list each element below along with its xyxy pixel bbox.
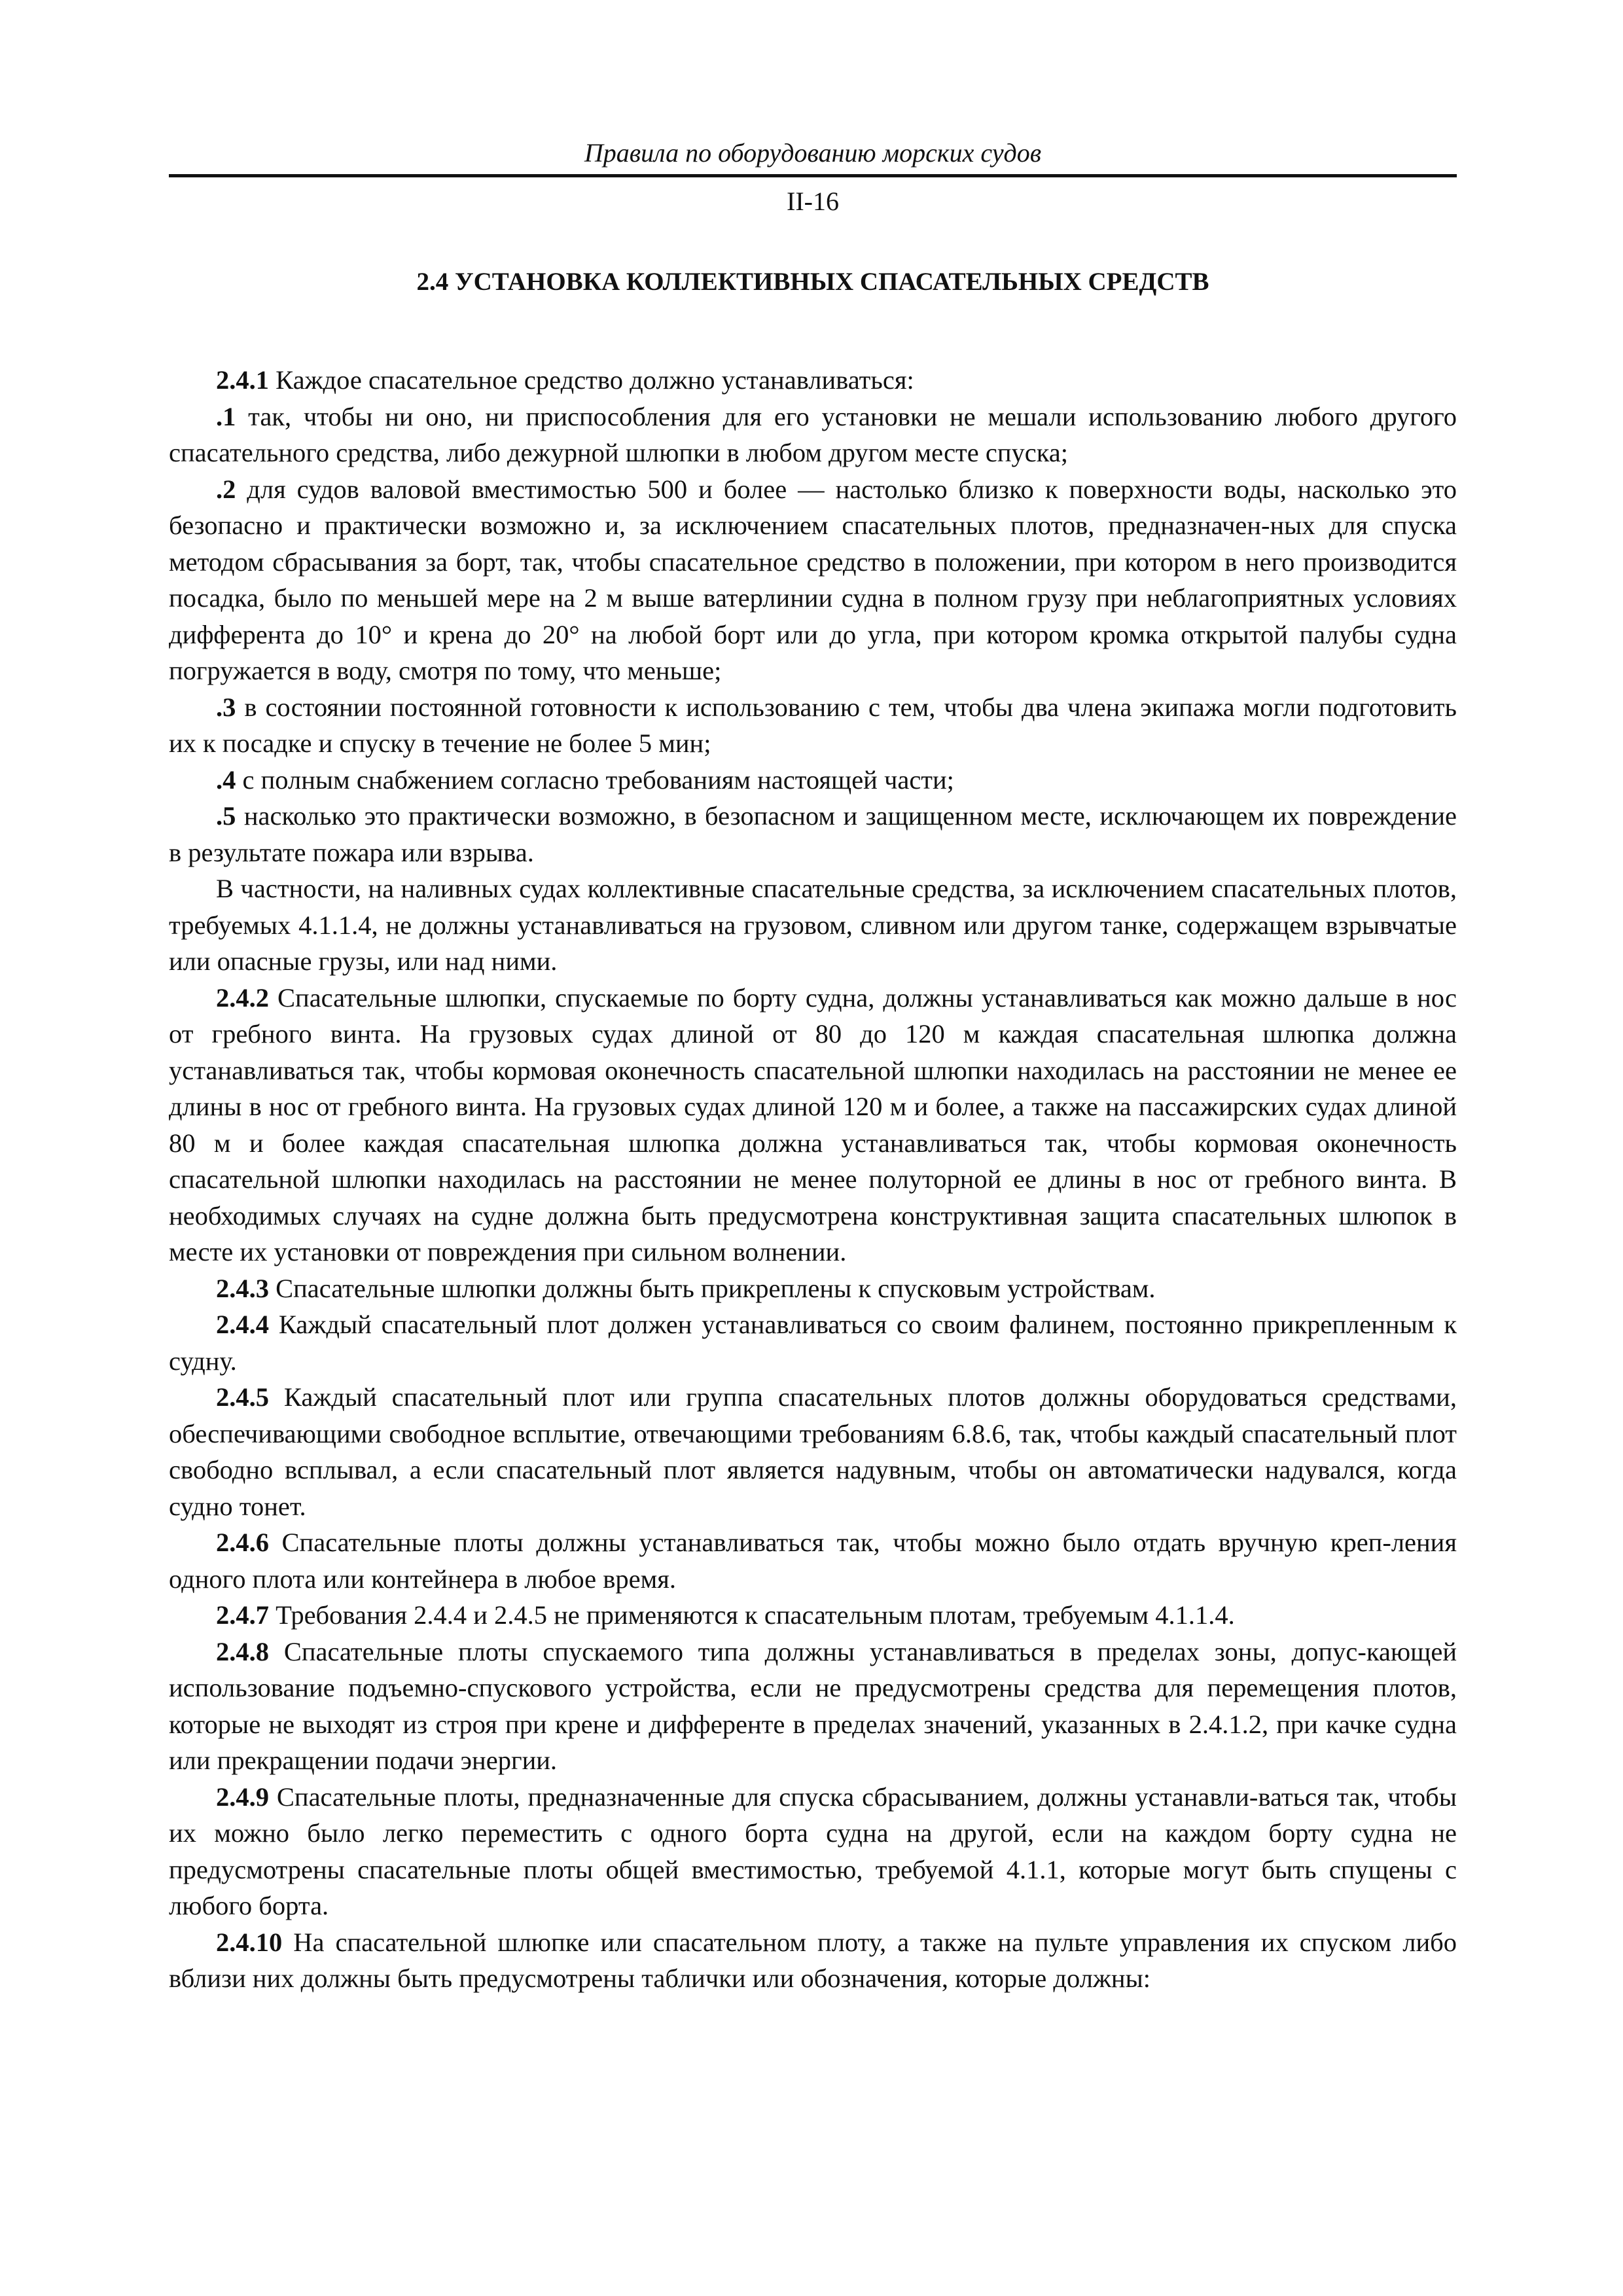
clause-number: .5 bbox=[216, 801, 236, 831]
paragraph-2-4-8 bbox=[169, 1634, 1457, 1779]
running-title: Правила по оборудованию морских судов bbox=[584, 138, 1042, 168]
clause-number: 2.4.3 bbox=[216, 1273, 269, 1303]
page-number: II-16 bbox=[787, 187, 839, 216]
paragraph-text: насколько это практически возможно, в безопасном и защищенном месте, исключающем их повреждение в результате пожара или взрыва. bbox=[169, 801, 1457, 867]
paragraph-text: Спасательные шлюпки должны быть прикреплены к спусковым устройствам. bbox=[269, 1273, 1156, 1303]
clause-number: 2.4.4 bbox=[216, 1310, 269, 1339]
clause-number: 2.4.1 bbox=[216, 365, 269, 395]
paragraph-text: с полным снабжением согласно требованиям настоящей части; bbox=[236, 764, 954, 795]
paragraph-tankers-note bbox=[169, 870, 1457, 980]
paragraph-text: В частности, на наливных судах коллективные спасательные средства, за исключением спасательных плотов, требуемых 4.1.1.4, не должны устанавливаться на грузовом, сливном или другом танке, содержащем взрывчатые или опасные грузы, или над ними. bbox=[169, 874, 1457, 976]
clause-number: 2.4.7 bbox=[216, 1600, 269, 1630]
paragraph-text: Спасательные плоты должны устанавливаться так, чтобы можно было отдать вручную креп-ления одного плота или контейнера в любое время. bbox=[169, 1528, 1457, 1594]
paragraph-2-4-9 bbox=[169, 1779, 1457, 1924]
header-rule bbox=[169, 174, 1457, 177]
paragraph-text: Спасательные плоты спускаемого типа должны устанавливаться в пределах зоны, допус-кающей использование подъемно-спускового устройства, если не предусмотрены средства для перемещения плотов, которые не выходят из строя при крене и дифференте в пределах значений, указанных в 2.4.1.2, при качке судна или прекращении подачи энергии. bbox=[169, 1636, 1457, 1775]
section-title: 2.4 УСТАНОВКА КОЛЛЕКТИВНЫХ СПАСАТЕЛЬНЫХ СРЕДСТВ bbox=[416, 268, 1209, 296]
paragraph-text: так, чтобы ни оно, ни приспособления для его установки не мешали использованию любого другого спасательного средства, либо дежурной шлюпки в любом другом месте спуска; bbox=[169, 401, 1457, 467]
paragraph-text: Требования 2.4.4 и 2.4.5 не применяются к спасательным плотам, требуемым 4.1.1.4. bbox=[269, 1600, 1235, 1630]
paragraph-text: Каждый спасательный плот или группа спасательных плотов должны оборудоваться средствами, обеспечивающими свободное всплытие, отвечающими требованиям 6.8.6, так, чтобы каждый спасательный плот свободно всплывал, а если спасательный плот является надувным, чтобы он автоматически надувался, когда судно тонет. bbox=[169, 1382, 1457, 1521]
paragraph-text: На спасательной шлюпке или спасательном плоту, а также на пульте управления их спуском либо вблизи них должны быть предусмотрены таблички или обозначения, которые должны: bbox=[169, 1927, 1457, 1993]
clause-number: 2.4.5 bbox=[216, 1382, 269, 1412]
clause-number: .1 bbox=[216, 401, 236, 431]
clause-number: .3 bbox=[216, 692, 236, 722]
paragraph-2-4-4 bbox=[169, 1306, 1457, 1379]
paragraph-text: в состоянии постоянной готовности к использованию с тем, чтобы два члена экипажа могли подготовить их к посадке и спуску в течение не более 5 мин; bbox=[169, 692, 1457, 758]
paragraph-2-4-10 bbox=[169, 1924, 1457, 1997]
clause-number: .2 bbox=[216, 474, 236, 504]
paragraph-2-4-2 bbox=[169, 980, 1457, 1270]
paragraph-2-4-1-item-2 bbox=[169, 471, 1457, 689]
paragraph-text: для судов валовой вместимостью 500 и более — настолько близко к поверхности воды, насколько это безопасно и практически возможно и, за исключением спасательных плотов, предназначен-ных для спуска методом сбрасывания за борт, так, чтобы спасательное средство в положении, при котором в него производится посадка, было по меньшей мере на 2 м выше ватерлинии судна в полном грузу при неблагоприятных условиях дифферента до 10° и крена до 20° на любой борт или до угла, при котором кромка открытой палубы судна погружается в воду, смотря по тому, что меньше; bbox=[169, 474, 1457, 685]
paragraph-2-4-1-item-3 bbox=[169, 689, 1457, 762]
clause-number: 2.4.6 bbox=[216, 1528, 269, 1557]
paragraph-2-4-7 bbox=[169, 1597, 1457, 1634]
clause-number: 2.4.2 bbox=[216, 982, 269, 1013]
paragraph-2-4-1-item-1 bbox=[169, 399, 1457, 471]
clause-number: 2.4.10 bbox=[216, 1927, 283, 1957]
paragraph-2-4-6 bbox=[169, 1524, 1457, 1597]
paragraph-text: Каждое спасательное средство должно устанавливаться: bbox=[269, 365, 914, 395]
paragraph-2-4-1-item-4 bbox=[169, 762, 1457, 798]
body-text bbox=[169, 362, 1457, 1997]
paragraph-text: Спасательные шлюпки, спускаемые по борту судна, должны устанавливаться как можно дальше в нос от гребного винта. На грузовых судах длиной от 80 до 120 м каждая спасательная шлюпка должна устанавливаться так, чтобы кормовая оконечность спасательной шлюпки находилась на расстоянии не менее ее длины в нос от гребного винта. На грузовых судах длиной 120 м и более, а также на пассажирских судах длиной 80 м и более каждая спасательная шлюпка должна устанавливаться так, чтобы кормовая оконечность спасательной шлюпки находилась на расстоянии не менее полуторной ее длины в нос от гребного винта. В необходимых случаях на судне должна быть предусмотрена конструктивная защита спасательных шлюпок в месте их установки от повреждения при сильном волнении. bbox=[169, 982, 1457, 1266]
paragraph-2-4-3 bbox=[169, 1270, 1457, 1307]
paragraph-text: Каждый спасательный плот должен устанавливаться со своим фалинем, постоянно прикрепленным к судну. bbox=[169, 1310, 1457, 1376]
clause-number: 2.4.9 bbox=[216, 1782, 269, 1812]
paragraph-2-4-1-item-5 bbox=[169, 798, 1457, 870]
paragraph-2-4-1 bbox=[169, 362, 1457, 399]
clause-number: 2.4.8 bbox=[216, 1636, 269, 1666]
paragraph-2-4-5 bbox=[169, 1379, 1457, 1524]
clause-number: .4 bbox=[216, 764, 236, 795]
paragraph-text: Спасательные плоты, предназначенные для спуска сбрасыванием, должны устанавли-ваться так, чтобы их можно было легко переместить с одного борта судна на другой, если на каждом борту судна не предусмотрены спасательные плоты общей вместимостью, требуемой 4.1.1, которые могут быть спущены с любого борта. bbox=[169, 1782, 1457, 1920]
